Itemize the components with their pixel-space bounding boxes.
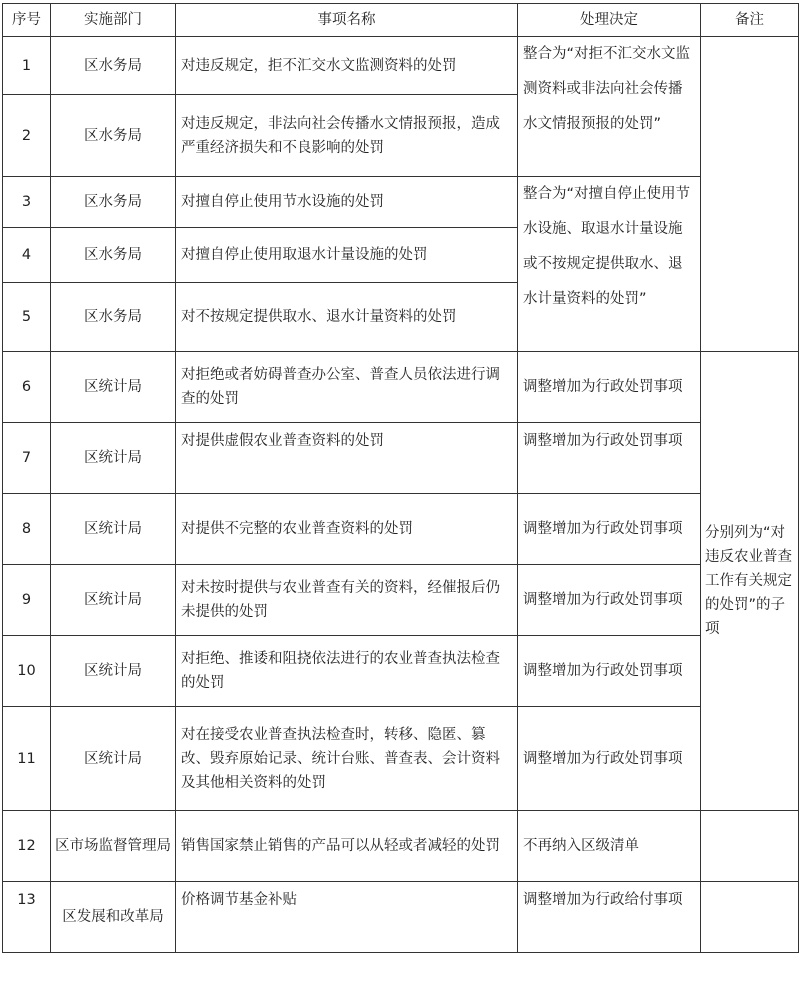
table-row bbox=[3, 882, 799, 953]
row-item-name: 对提供虚假农业普查资料的处罚 bbox=[176, 423, 518, 494]
table-header-row bbox=[3, 4, 799, 37]
row-item-name: 对拒绝或者妨碍普查办公室、普查人员依法进行调查的处罚 bbox=[176, 352, 518, 423]
row-item-name: 对提供不完整的农业普查资料的处罚 bbox=[176, 494, 518, 565]
table-row bbox=[3, 177, 799, 228]
row-item-name: 对拒绝、推诿和阻挠依法进行的农业普查执法检查的处罚 bbox=[176, 636, 518, 707]
row-decision: 调整增加为行政处罚事项 bbox=[518, 636, 701, 707]
table-row bbox=[3, 636, 799, 707]
table-row bbox=[3, 811, 799, 882]
row-department: 区水务局 bbox=[51, 95, 176, 177]
table-row bbox=[3, 565, 799, 636]
row-number: 6 bbox=[3, 352, 51, 423]
row-number: 13 bbox=[3, 882, 51, 953]
header-department: 实施部门 bbox=[51, 4, 176, 37]
row-number: 3 bbox=[3, 177, 51, 228]
row-remarks-empty bbox=[701, 882, 799, 953]
header-decision: 处理决定 bbox=[518, 4, 701, 37]
table-row bbox=[3, 707, 799, 811]
table-row bbox=[3, 423, 799, 494]
row-department: 区统计局 bbox=[51, 636, 176, 707]
row-remarks-empty bbox=[701, 37, 799, 352]
row-decision: 调整增加为行政给付事项 bbox=[518, 882, 701, 953]
row-number: 2 bbox=[3, 95, 51, 177]
row-decision-merged: 整合为“对擅自停止使用节水设施、取退水计量设施或不按规定提供取水、退水计量资料的处罚” bbox=[518, 177, 701, 352]
table-row bbox=[3, 352, 799, 423]
row-decision: 不再纳入区级清单 bbox=[518, 811, 701, 882]
row-decision-merged: 整合为“对拒不汇交水文监测资料或非法向社会传播水文情报预报的处罚” bbox=[518, 37, 701, 177]
row-item-name: 对擅自停止使用节水设施的处罚 bbox=[176, 177, 518, 228]
row-department: 区水务局 bbox=[51, 228, 176, 283]
row-department: 区发展和改革局 bbox=[51, 882, 176, 953]
row-department: 区统计局 bbox=[51, 423, 176, 494]
row-item-name: 对在接受农业普查执法检查时，转移、隐匿、篡改、毁弃原始记录、统计台账、普查表、会计资料及其他相关资料的处罚 bbox=[176, 707, 518, 811]
header-item-name: 事项名称 bbox=[176, 4, 518, 37]
row-number: 7 bbox=[3, 423, 51, 494]
row-number: 8 bbox=[3, 494, 51, 565]
row-item-name: 对违反规定，拒不汇交水文监测资料的处罚 bbox=[176, 37, 518, 95]
table-row bbox=[3, 37, 799, 95]
row-department: 区水务局 bbox=[51, 37, 176, 95]
row-decision: 调整增加为行政处罚事项 bbox=[518, 352, 701, 423]
row-department: 区统计局 bbox=[51, 565, 176, 636]
row-decision: 调整增加为行政处罚事项 bbox=[518, 565, 701, 636]
row-department: 区统计局 bbox=[51, 352, 176, 423]
row-decision: 调整增加为行政处罚事项 bbox=[518, 494, 701, 565]
row-item-name: 销售国家禁止销售的产品可以从轻或者减轻的处罚 bbox=[176, 811, 518, 882]
row-remarks-empty bbox=[701, 811, 799, 882]
row-item-name: 对擅自停止使用取退水计量设施的处罚 bbox=[176, 228, 518, 283]
row-decision: 调整增加为行政处罚事项 bbox=[518, 707, 701, 811]
header-serial-number: 序号 bbox=[3, 4, 51, 37]
row-department: 区水务局 bbox=[51, 177, 176, 228]
row-item-name: 对不按规定提供取水、退水计量资料的处罚 bbox=[176, 283, 518, 352]
row-remarks-merged: 分别列为“对违反农业普查工作有关规定的处罚”的子项 bbox=[701, 352, 799, 811]
adjustment-table bbox=[2, 3, 799, 953]
row-number: 12 bbox=[3, 811, 51, 882]
row-number: 9 bbox=[3, 565, 51, 636]
row-item-name: 价格调节基金补贴 bbox=[176, 882, 518, 953]
row-department: 区统计局 bbox=[51, 494, 176, 565]
table-row bbox=[3, 494, 799, 565]
row-number: 5 bbox=[3, 283, 51, 352]
row-decision: 调整增加为行政处罚事项 bbox=[518, 423, 701, 494]
row-department: 区水务局 bbox=[51, 283, 176, 352]
row-number: 10 bbox=[3, 636, 51, 707]
row-department: 区统计局 bbox=[51, 707, 176, 811]
row-item-name: 对未按时提供与农业普查有关的资料，经催报后仍未提供的处罚 bbox=[176, 565, 518, 636]
header-remarks: 备注 bbox=[701, 4, 799, 37]
row-number: 4 bbox=[3, 228, 51, 283]
row-department: 区市场监督管理局 bbox=[51, 811, 176, 882]
row-number: 1 bbox=[3, 37, 51, 95]
row-number: 11 bbox=[3, 707, 51, 811]
row-item-name: 对违反规定，非法向社会传播水文情报预报，造成严重经济损失和不良影响的处罚 bbox=[176, 95, 518, 177]
